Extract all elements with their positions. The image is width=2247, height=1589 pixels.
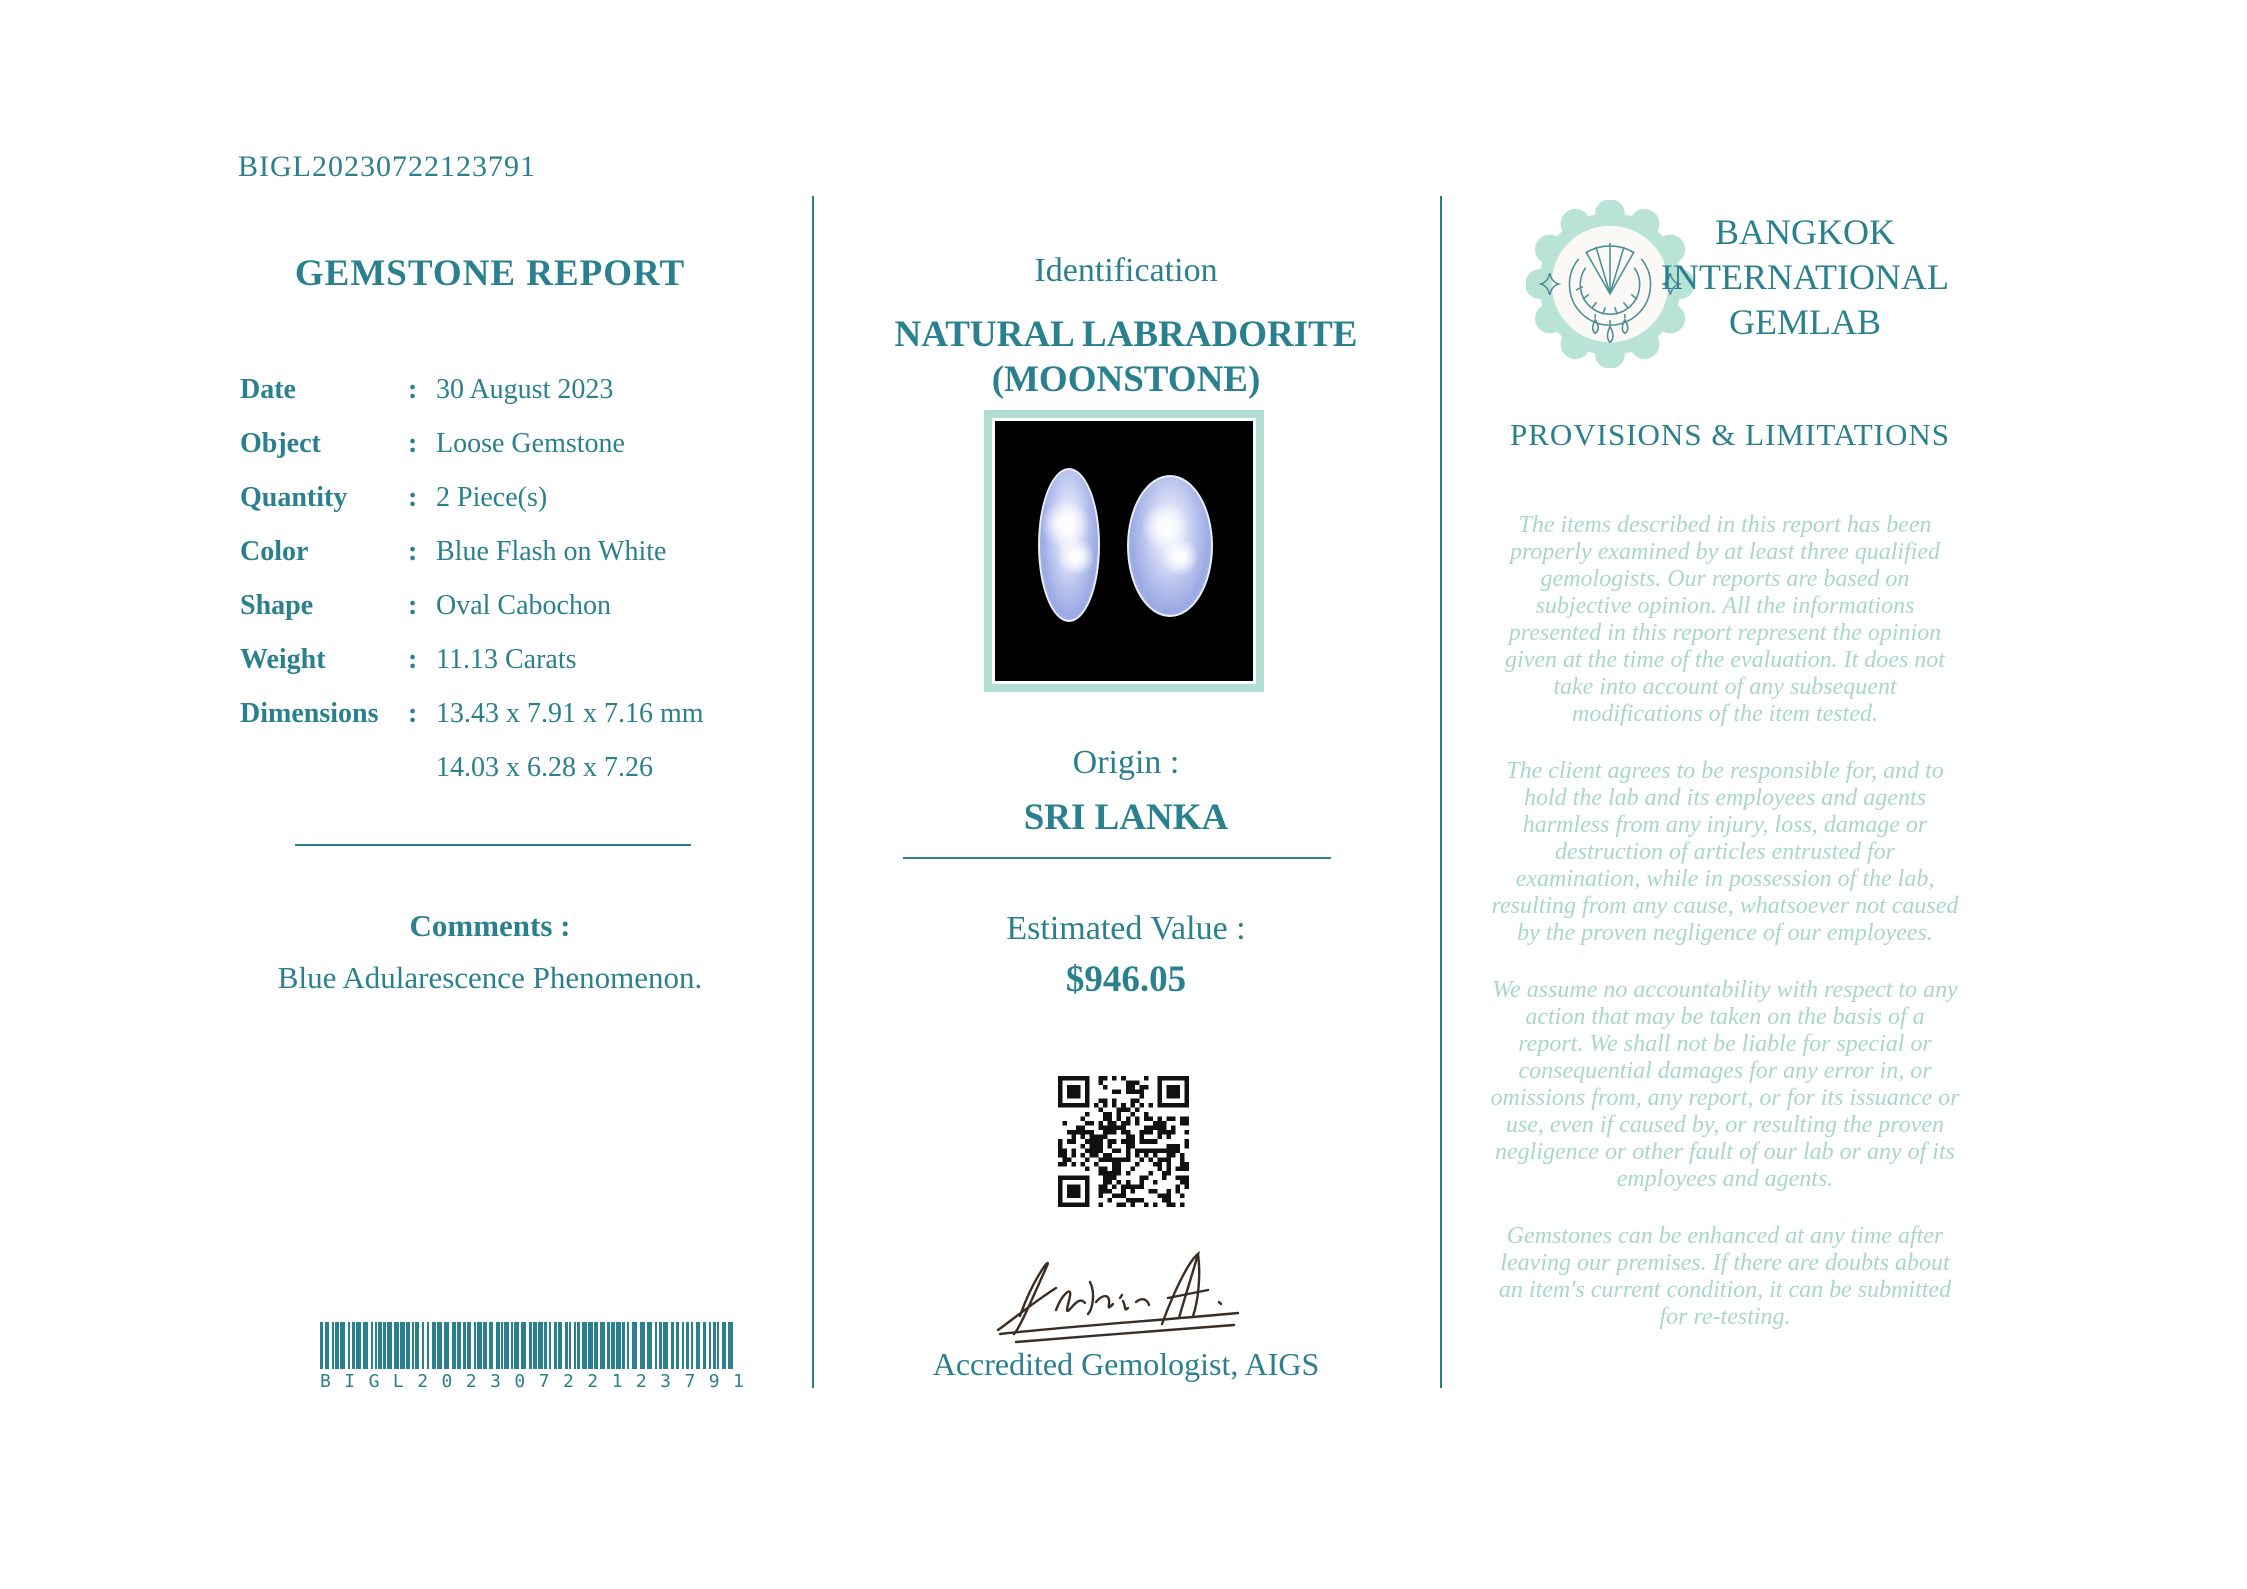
column-divider-right (1440, 196, 1442, 1388)
barcode-char: 2 (562, 1371, 574, 1392)
provision-paragraph: Gemstones can be enhanced at any time after leaving our premises. If there are doubts about an item's current condition, it can be submitted for re-testing. (1498, 1223, 1952, 1330)
field-value: 14.03 x 6.28 x 7.26 (436, 752, 653, 783)
barcode-char: 1 (611, 1371, 623, 1392)
barcode-bars-icon (320, 1322, 744, 1369)
barcode-char: 2 (465, 1371, 477, 1392)
field-colon: : (408, 536, 418, 567)
barcode-char: 3 (490, 1371, 501, 1392)
field-row (240, 363, 780, 417)
field-row (240, 687, 780, 741)
barcode-char: 2 (635, 1371, 647, 1392)
field-value: 30 August 2023 (436, 374, 614, 405)
field-label: Date (240, 374, 296, 405)
barcode-char: 0 (441, 1371, 453, 1392)
barcode-char: G (368, 1371, 380, 1392)
field-label: Weight (240, 644, 326, 675)
barcode-char: 7 (684, 1371, 696, 1392)
field-colon: : (408, 698, 418, 729)
origin-label: Origin : (1072, 744, 1180, 781)
field-value: Loose Gemstone (436, 428, 625, 459)
field-label: Color (240, 536, 309, 567)
barcode-text (320, 1371, 744, 1392)
moonstone-left (1038, 468, 1100, 622)
barcode-char: 0 (514, 1371, 526, 1392)
field-label: Dimensions (240, 698, 379, 729)
field-row (240, 417, 780, 471)
barcode-char: 1 (733, 1371, 744, 1392)
identification-heading: Identification (1034, 252, 1218, 289)
barcode-char: B (320, 1371, 331, 1392)
report-title: GEMSTONE REPORT (294, 253, 686, 294)
lab-name-line: BANGKOK (1715, 212, 1895, 252)
field-value: 13.43 x 7.91 x 7.16 mm (436, 698, 704, 729)
provisions-heading: PROVISIONS & LIMITATIONS (1509, 417, 1951, 452)
provisions-paragraphs (1490, 512, 1960, 1361)
comments-label: Comments : (409, 908, 571, 943)
field-colon: : (408, 428, 418, 459)
report-fields (240, 363, 780, 795)
barcode-char: 3 (660, 1371, 671, 1392)
moonstone-right (1127, 475, 1213, 617)
provision-paragraph: The items described in this report has been properly examined by at least three qualified gemologists. Our reports are based on subjective opinion. All the informations presented in this report represent the opinion given at the time of the evaluation. It does not take into account of any subsequent modifications of the item tested. (1505, 512, 1945, 727)
field-value: 11.13 Carats (436, 644, 577, 675)
gemologist-line: Accredited Gemologist, AIGS (932, 1346, 1320, 1382)
barcode-char: I (344, 1371, 356, 1392)
field-colon: : (408, 482, 418, 513)
field-label: Quantity (240, 482, 348, 513)
field-colon: : (408, 374, 418, 405)
barcode-char: L (392, 1371, 404, 1392)
gem-photo (995, 421, 1253, 681)
field-row (240, 633, 780, 687)
barcode (320, 1322, 744, 1392)
gem-name-line2: (MOONSTONE) (991, 359, 1261, 400)
provision-paragraph: We assume no accountability with respect to any action that may be taken on the basis of a report. We shall not be liable for special or consequential damages for any error in, or omissions from, any report, or for its issuance or use, even if caused by, or resulting the proven negligence or other fault of our lab or any of its employees and agents. (1490, 977, 1960, 1192)
gem-name (812, 312, 1440, 402)
field-row-continuation (240, 741, 780, 795)
field-row (240, 579, 780, 633)
field-value: Blue Flash on White (436, 536, 667, 567)
qr-code-icon (1058, 1076, 1189, 1207)
barcode-char: 2 (587, 1371, 599, 1392)
identification-column (812, 0, 1440, 1589)
gem-photo-frame (984, 410, 1264, 692)
gem-photo-inner-frame (992, 418, 1256, 684)
field-colon: : (408, 590, 418, 621)
field-label: Shape (240, 590, 314, 621)
lab-name-line: INTERNATIONAL (1661, 257, 1949, 297)
field-row (240, 471, 780, 525)
field-value: 2 Piece(s) (436, 482, 548, 513)
gem-name-line1: NATURAL LABRADORITE (894, 314, 1358, 355)
barcode-char: 2 (417, 1371, 429, 1392)
estimated-value-label: Estimated Value : (1006, 910, 1246, 947)
middle-divider-rule (903, 857, 1331, 859)
report-number: BIGL20230722123791 (238, 150, 536, 183)
left-divider-rule (295, 844, 691, 846)
lab-name-line: GEMLAB (1729, 302, 1881, 342)
field-row (240, 525, 780, 579)
field-colon: : (408, 644, 418, 675)
comments-text: Blue Adularescence Phenomenon. (277, 960, 703, 995)
gemologist-signature (976, 1238, 1286, 1346)
lab-name (1640, 210, 1970, 345)
barcode-char: 7 (538, 1371, 550, 1392)
field-value: Oval Cabochon (436, 590, 611, 621)
field-label: Object (240, 428, 321, 459)
estimated-value: $946.05 (1065, 959, 1187, 1000)
barcode-char: 9 (708, 1371, 720, 1392)
provision-paragraph: The client agrees to be responsible for, and to hold the lab and its employees and agents harmless from any injury, loss, damage or destruction of articles entrusted for examination, while in possession of the lab, resulting from any cause, whatsoever not caused by the proven negligence of our employees. (1491, 758, 1959, 946)
origin-value: SRI LANKA (1023, 797, 1229, 838)
